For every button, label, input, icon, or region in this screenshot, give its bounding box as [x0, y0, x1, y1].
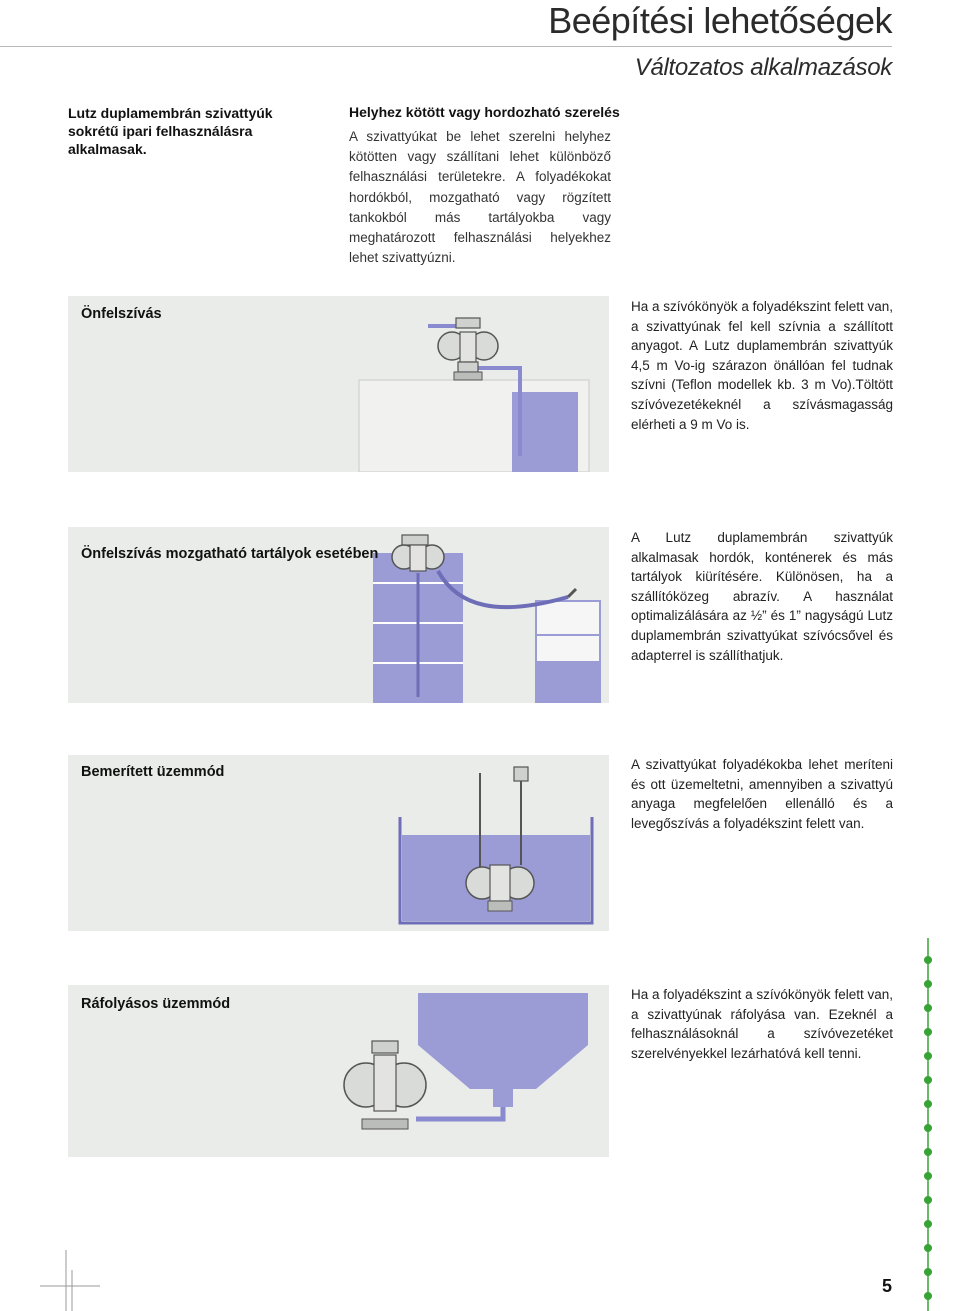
- section-label-self-priming: Önfelszívás: [81, 306, 162, 322]
- section-label-mobile-containers: Önfelszívás mozgatható tartályok esetében: [81, 546, 379, 562]
- pump-icon: [344, 1041, 426, 1129]
- section-text-flooded-suction: Ha a folyadékszint a szívókönyök felett van, a szivattyúnak ráfolyása van. Ezeknél a felhasználásoknál a szívóvezetéket szerelvényekkel lezárhatóvá kell tenni.: [631, 987, 893, 1061]
- page-title: Beépítési lehetőségek: [548, 0, 892, 41]
- section-label-submerged: Bemerített üzemmód: [81, 764, 225, 780]
- intro-summary: Lutz duplamembrán szivattyúk sokrétű ipari felhasználásra alkalmasak.: [68, 105, 273, 157]
- section-text-self-priming: Ha a szívókönyök a folyadékszint felett van, a szivattyúnak fel kell szívnia a szállított anyagot. A Lutz duplamembrán szivattyúk 4,5 m Vo-ig szárazon önállóan fel tudnak szívni (Teflon modellek kb. 3 m Vo).Töltött szívóvezetékeknél a szívásmagasság elérheti a 9 m Vo is.: [631, 299, 893, 432]
- crop-marks-decoration: [40, 1250, 100, 1311]
- green-dot-line-decoration: [920, 938, 936, 1311]
- intro-body: A szivattyúkat be lehet szerelni helyhez kötötten vagy szállítani lehet különböző felhasználási területekre. A folyadékokat hordókból, mozgatható vagy rögzített tankokból más tartályokba vagy meghatározott felhasználási helyekhez lehet szivattyúzni.: [349, 129, 611, 266]
- section-text-mobile-containers: A Lutz duplamembrán szivattyúk alkalmasak hordók, konténerek és más tartályok kiürítésére. Különösen, ha a szállítóközeg abrazív. A használat optimalizálására az ½” és 1” nagyságú Lutz duplamembrán szivattyúkat szívócsővel és adapterrel is szállíthatjuk.: [631, 530, 893, 663]
- pump-icon: [392, 535, 444, 571]
- page-number: 5: [881, 1276, 892, 1296]
- header-rule: [0, 46, 892, 47]
- page-subtitle: Változatos alkalmazások: [634, 54, 892, 81]
- section-label-flooded-suction: Ráfolyásos üzemmód: [81, 996, 231, 1012]
- section-text-submerged: A szivattyúkat folyadékokba lehet meríteni és ott üzemeltetni, amennyiben a szivattyú anyaga megfelelően ellenálló és a levegőszívás a folyadékszint felett van.: [631, 757, 893, 831]
- intro-heading: Helyhez kötött vagy hordozható szerelés: [349, 104, 620, 120]
